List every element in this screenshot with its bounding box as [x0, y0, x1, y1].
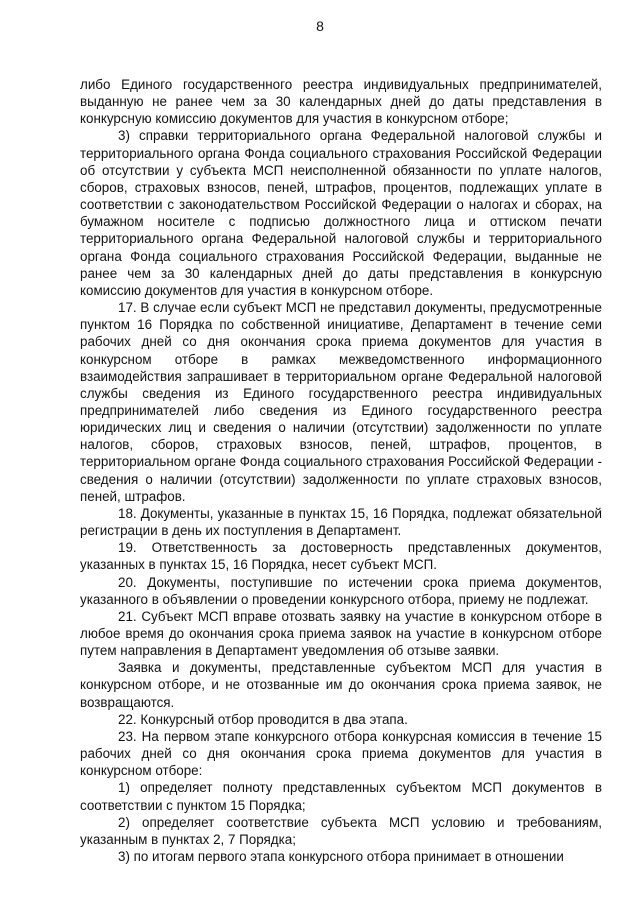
paragraph-23-item-1: 1) определяет полноту представленных субъектом МСП документов в соответствии с пунктом 15 Порядка;	[80, 780, 602, 813]
paragraph-application-return: Заявка и документы, представленные субъектом МСП для участия в конкурсном отборе, и не отозванные им до окончания срока приема заявок, не возвращаются.	[80, 660, 602, 710]
paragraph-item-3-certificates: 3) справки территориального органа Федеральной налоговой службы и территориального органа Фонда социального страхования Российской Федерации об отсутствии у субъекта МСП неисполненной обязанности по уплате налогов, сборов, страховых взносов, пеней, штрафов, процентов, подлежащих уплате в соответствии с законодательством Российской Федерации о налогах и сборах, на бумажном носителе с подписью должностного лица и оттиском печати территориального органа Федеральной налоговой службы и территориального органа Фонда социального страхования Российской Федерации, выданные не ранее чем за 30 календарных дней до даты представления в конкурсную комиссию документов для участия в конкурсном отборе.	[80, 128, 602, 298]
paragraph-17: 17. В случае если субъект МСП не представил документы, предусмотренные пунктом 16 Порядка по собственной инициативе, Департамент в течение семи рабочих дней со дня окончания срока приема документов для участия в конкурсном отборе в рамках межведомственного информационного взаимодействия запрашивает в территориальном органе Федеральной налоговой службы сведения из Единого государственного реестра индивидуальных предпринимателей либо сведения из Единого государственного реестра юридических лиц и сведения о наличии (отсутствии) задолженности по уплате налогов, сборов, страховых взносов, пеней, штрафов, процентов, в территориальном органе Фонда социального страхования Российской Федерации - сведения о наличии (отсутствии) задолженности по уплате страховых взносов, пеней, штрафов.	[80, 300, 602, 504]
paragraph-23: 23. На первом этапе конкурсного отбора конкурсная комиссия в течение 15 рабочих дней со дня окончания срока приема документов для участия в конкурсном отборе:	[80, 728, 602, 779]
paragraph-18: 18. Документы, указанные в пунктах 15, 16 Порядка, подлежат обязательной регистрации в день их поступления в Департамент.	[80, 505, 602, 539]
paragraph-20: 20. Документы, поступившие по истечении срока приема документов, указанного в объявлении о проведении конкурсного отбора, приему не подлежат.	[80, 574, 602, 607]
paragraph-23-item-2: 2) определяет соответствие субъекта МСП условию и требованиям, указанным в пунктах 2, 7 Порядка;	[80, 814, 602, 847]
paragraph-23-item-3: 3) по итогам первого этапа конкурсного отбора принимает в отношении	[118, 849, 564, 865]
page-number: 8	[316, 18, 324, 34]
paragraph-continuation: либо Единого государственного реестра индивидуальных предпринимателей, выданную не ранее чем за 30 календарных дней до даты представления в конкурсную комиссию документов для участия в конкурсном отборе;	[80, 77, 602, 127]
document-body	[80, 76, 602, 865]
paragraph-19: 19. Ответственность за достоверность представленных документов, указанных в пунктах 15, 16 Порядка, несет субъект МСП.	[80, 540, 602, 573]
paragraph-22: 22. Конкурсный отбор проводится в два этапа.	[118, 711, 408, 727]
paragraph-21: 21. Субъект МСП вправе отозвать заявку на участие в конкурсном отборе в любое время до окончания срока приема заявок на участие в конкурсном отборе путем направления в Департамент уведомления об отзыве заявки.	[80, 608, 602, 659]
